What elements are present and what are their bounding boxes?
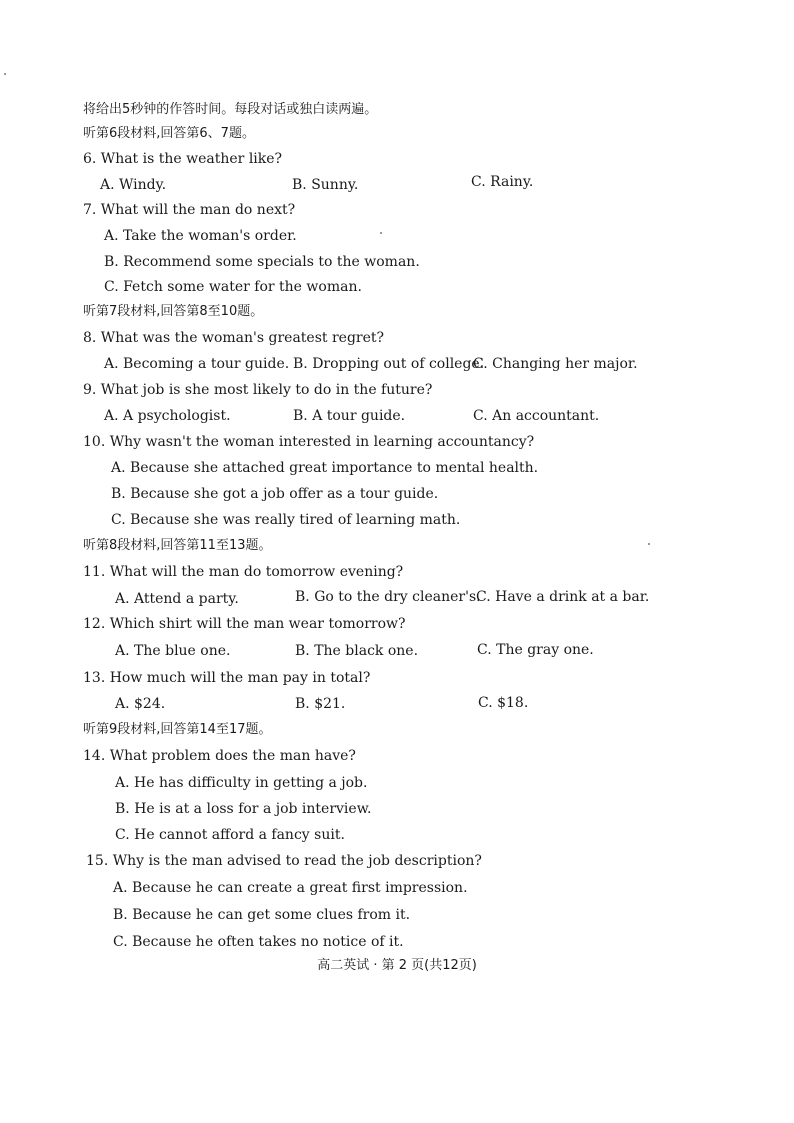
question-14-option-b: B. He is at a loss for a job interview. xyxy=(115,801,372,817)
question-7-option-b: B. Recommend some specials to the woman. xyxy=(104,254,420,270)
scan-speck xyxy=(648,543,650,545)
question-8-stem: 8. What was the woman's greatest regret? xyxy=(83,330,385,346)
question-9-option-b: B. A tour guide. xyxy=(293,408,406,424)
section-9-heading: 听第9段材料,回答第14至17题。 xyxy=(83,722,272,737)
question-15-stem: 15. Why is the man advised to read the job description? xyxy=(86,853,482,869)
question-7-stem: 7. What will the man do next? xyxy=(83,202,296,218)
question-10-option-c: C. Because she was really tired of learning math. xyxy=(111,512,461,528)
question-8-option-c: C. Changing her major. xyxy=(473,356,638,372)
question-14-stem: 14. What problem does the man have? xyxy=(83,748,356,764)
intro-line: 将给出5秒钟的作答时间。每段对话或独白读两遍。 xyxy=(83,102,378,117)
question-10-stem: 10. Why wasn't the woman interested in learning accountancy? xyxy=(83,434,535,450)
question-13-option-b: B. $21. xyxy=(295,696,346,712)
question-8-option-b: B. Dropping out of college. xyxy=(293,356,485,372)
question-7-option-a: A. Take the woman's order. xyxy=(104,228,297,244)
question-15-option-c: C. Because he often takes no notice of it. xyxy=(113,934,404,950)
question-6-option-a: A. Windy. xyxy=(100,177,167,193)
question-12-stem: 12. Which shirt will the man wear tomorrow? xyxy=(83,616,406,632)
question-7-option-c: C. Fetch some water for the woman. xyxy=(104,279,362,295)
question-15-option-a: A. Because he can create a great first impression. xyxy=(113,880,468,896)
question-12-option-a: A. The blue one. xyxy=(115,643,231,659)
question-9-option-a: A. A psychologist. xyxy=(104,408,231,424)
question-15-option-b: B. Because he can get some clues from it. xyxy=(113,907,411,923)
question-11-option-a: A. Attend a party. xyxy=(115,591,239,607)
question-12-option-b: B. The black one. xyxy=(295,643,419,659)
question-11-stem: 11. What will the man do tomorrow evening? xyxy=(83,564,404,580)
question-11-option-b: B. Go to the dry cleaner's. xyxy=(295,589,481,605)
section-7-heading: 听第7段材料,回答第8至10题。 xyxy=(83,304,264,319)
question-9-option-c: C. An accountant. xyxy=(473,408,600,424)
scan-speck xyxy=(4,73,6,75)
section-6-heading: 听第6段材料,回答第6、7题。 xyxy=(83,126,255,141)
question-6-stem: 6. What is the weather like? xyxy=(83,151,283,167)
question-6-option-b: B. Sunny. xyxy=(292,177,359,193)
question-8-option-a: A. Becoming a tour guide. xyxy=(104,356,290,372)
question-11-option-c: C. Have a drink at a bar. xyxy=(476,589,650,605)
question-13-stem: 13. How much will the man pay in total? xyxy=(83,670,371,686)
question-10-option-a: A. Because she attached great importance to mental health. xyxy=(111,460,539,476)
section-8-heading: 听第8段材料,回答第11至13题。 xyxy=(83,538,272,553)
question-9-stem: 9. What job is she most likely to do in the future? xyxy=(83,382,433,398)
scan-speck xyxy=(380,232,382,234)
question-10-option-b: B. Because she got a job offer as a tour guide. xyxy=(111,486,439,502)
question-14-option-c: C. He cannot afford a fancy suit. xyxy=(115,827,345,843)
question-12-option-c: C. The gray one. xyxy=(477,642,594,658)
question-14-option-a: A. He has difficulty in getting a job. xyxy=(115,775,368,791)
question-13-option-c: C. $18. xyxy=(478,695,529,711)
question-6-option-c: C. Rainy. xyxy=(471,174,534,190)
question-13-option-a: A. $24. xyxy=(115,696,166,712)
page-footer: 高二英试 · 第 2 页(共12页) xyxy=(317,958,477,973)
